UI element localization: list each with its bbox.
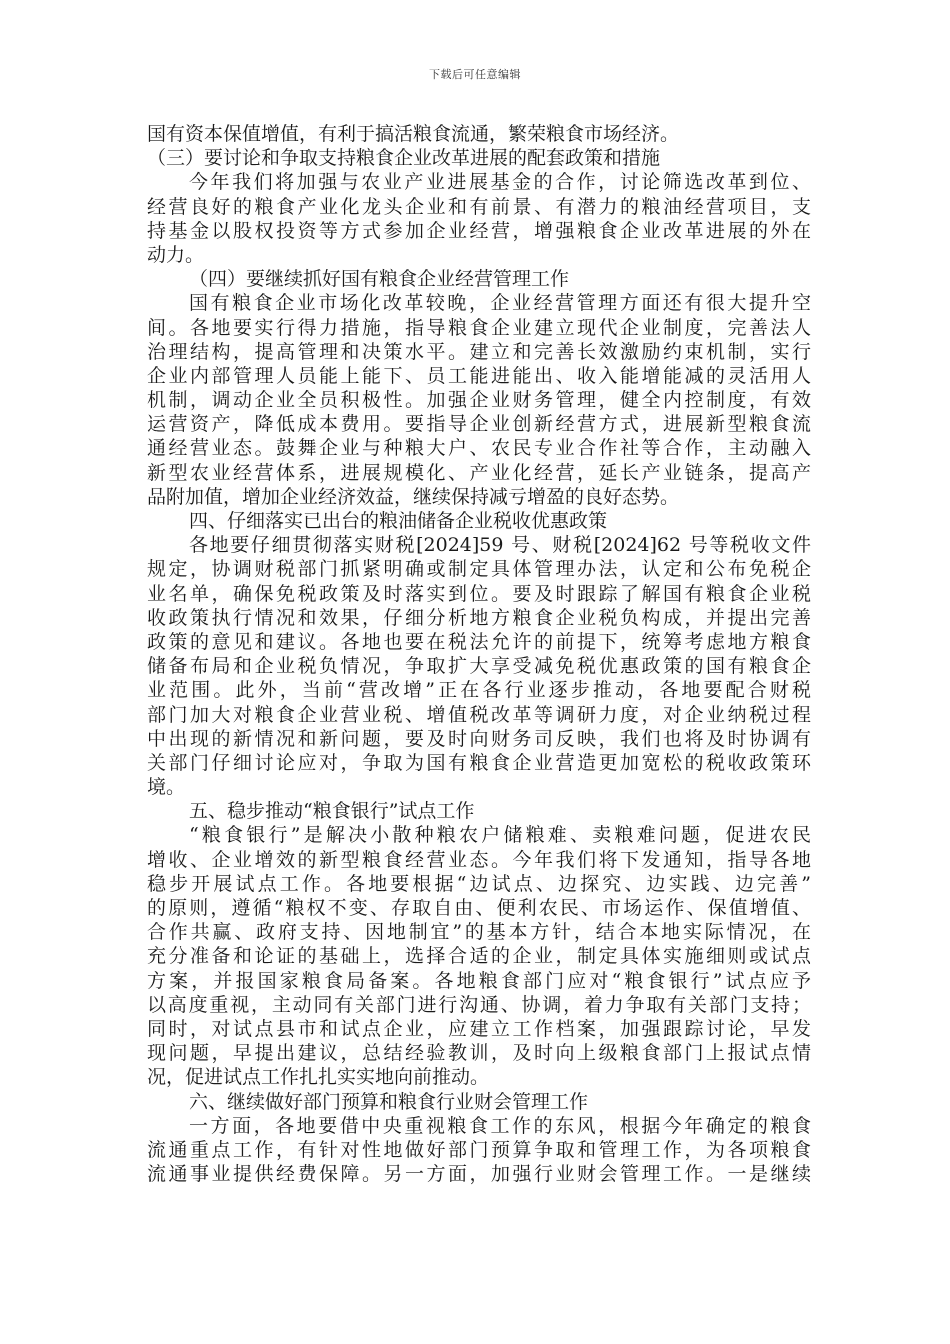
text-line: 现问题，早提出建议，总结经验教训，及时向上级粮食部门上报试点情 [147, 1042, 811, 1065]
text-line: 今年我们将加强与农业产业进展基金的合作，讨论筛选改革到位、 [189, 171, 811, 194]
text-line: 以高度重视，主动同有关部门进行沟通、协调，着力争取有关部门支持； [147, 993, 811, 1016]
text-line: “粮食银行”是解决小散种粮农户储粮难、卖粮难问题，促进农民 [189, 824, 811, 847]
text-line: 通经营业态。鼓舞企业与种粮大户、农民专业合作社等合作，主动融入 [147, 437, 811, 460]
text-line: 充分准备和论证的基础上，选择合适的企业，制定具体实施细则或试点 [147, 945, 811, 968]
text-line: 国有粮食企业市场化改革较晚，企业经营管理方面还有很大提升空 [189, 292, 811, 315]
text-line: 五、稳步推动“粮食银行”试点工作 [189, 800, 475, 823]
document-body [147, 122, 811, 1186]
text-line: （三）要讨论和争取支持粮食企业改革进展的配套政策和措施 [147, 147, 661, 170]
page-header: 下载后可任意编辑 [429, 68, 521, 81]
text-line: 关部门仔细讨论应对，争取为国有粮食企业营造更加宽松的税收政策环 [147, 751, 811, 774]
text-line: 治理结构，提高管理和决策水平。建立和完善长效激励约束机制，实行 [147, 340, 811, 363]
text-line: 新型农业经营体系，进展规模化、产业化经营，延长产业链条，提高产 [147, 461, 811, 484]
text-line: 储备布局和企业税负情况，争取扩大享受减免税优惠政策的国有粮食企 [147, 655, 811, 678]
text-line: 业名单，确保免税政策及时落实到位。要及时跟踪了解国有粮食企业税 [147, 582, 811, 605]
text-line: 流通事业提供经费保障。另一方面，加强行业财会管理工作。一是继续 [147, 1163, 811, 1186]
text-line: 合作共赢、政府支持、因地制宜”的基本方针，结合本地实际情况，在 [147, 921, 811, 944]
text-line: 经营良好的粮食产业化龙头企业和有前景、有潜力的粮油经营项目，支 [147, 195, 811, 218]
text-line: 机制，调动企业全员积极性。加强企业财务管理，健全内控制度，有效 [147, 389, 811, 412]
text-line: 境。 [147, 776, 186, 799]
text-line: 规定，协调财税部门抓紧明确或制定具体管理办法，认定和公布免税企 [147, 558, 811, 581]
text-line: 况，促进试点工作扎扎实实地向前推动。 [147, 1066, 490, 1089]
text-line: （四）要继续抓好国有粮食企业经营管理工作 [189, 268, 570, 291]
text-line: 同时，对试点县市和试点企业，应建立工作档案，加强跟踪讨论，早发 [147, 1017, 811, 1040]
text-line: 持基金以股权投资等方式参加企业经营，增强粮食企业改革进展的外在 [147, 219, 811, 242]
text-line: 收政策执行情况和效果，仔细分析地方粮食企业税负构成，并提出完善 [147, 606, 811, 629]
text-line: 稳步开展试点工作。各地要根据“边试点、边探究、边实践、边完善” [147, 872, 811, 895]
text-line: 部门加大对粮食企业营业税、增值税改革等调研力度，对企业纳税过程 [147, 703, 811, 726]
text-line: 业范围。此外，当前“营改增”正在各行业逐步推动，各地要配合财税 [147, 679, 811, 702]
text-line: 一方面，各地要借中央重视粮食工作的东风，根据今年确定的粮食 [189, 1114, 811, 1137]
text-line: 的原则，遵循“粮权不变、存取自由、便利农民、市场运作、保值增值、 [147, 897, 811, 919]
text-line: 中出现的新情况和新问题，要及时向财务司反映，我们也将及时协调有 [147, 727, 811, 750]
text-line: 运营资产，降低成本费用。要指导企业创新经营方式，进展新型粮食流 [147, 413, 811, 436]
text-line: 品附加值，增加企业经济效益，继续保持减亏增盈的良好态势。 [147, 485, 680, 508]
text-line: 间。各地要实行得力措施，指导粮食企业建立现代企业制度，完善法人 [147, 316, 811, 339]
text-line: 四、仔细落实已出台的粮油储备企业税收优惠政策 [189, 510, 608, 532]
text-line: 方案，并报国家粮食局备案。各地粮食部门应对“粮食银行”试点应予 [147, 969, 811, 992]
text-line: 各地要仔细贯彻落实财税[2024]59 号、财税[2024]62 号等税收文件 [189, 534, 811, 557]
text-line: 政策的意见和建议。各地也要在税法允许的前提下，统筹考虑地方粮食 [147, 630, 811, 653]
text-line: 动力。 [147, 243, 205, 266]
text-line: 企业内部管理人员能上能下、员工能进能出、收入能增能减的灵活用人 [147, 364, 811, 387]
text-line: 六、继续做好部门预算和粮食行业财会管理工作 [189, 1090, 589, 1113]
text-line: 国有资本保值增值，有利于搞活粮食流通，繁荣粮食市场经济。 [147, 123, 680, 145]
text-line: 增收、企业增效的新型粮食经营业态。今年我们将下发通知，指导各地 [147, 848, 811, 871]
text-line: 流通重点工作，有针对性地做好部门预算争取和管理工作，为各项粮食 [147, 1138, 811, 1161]
